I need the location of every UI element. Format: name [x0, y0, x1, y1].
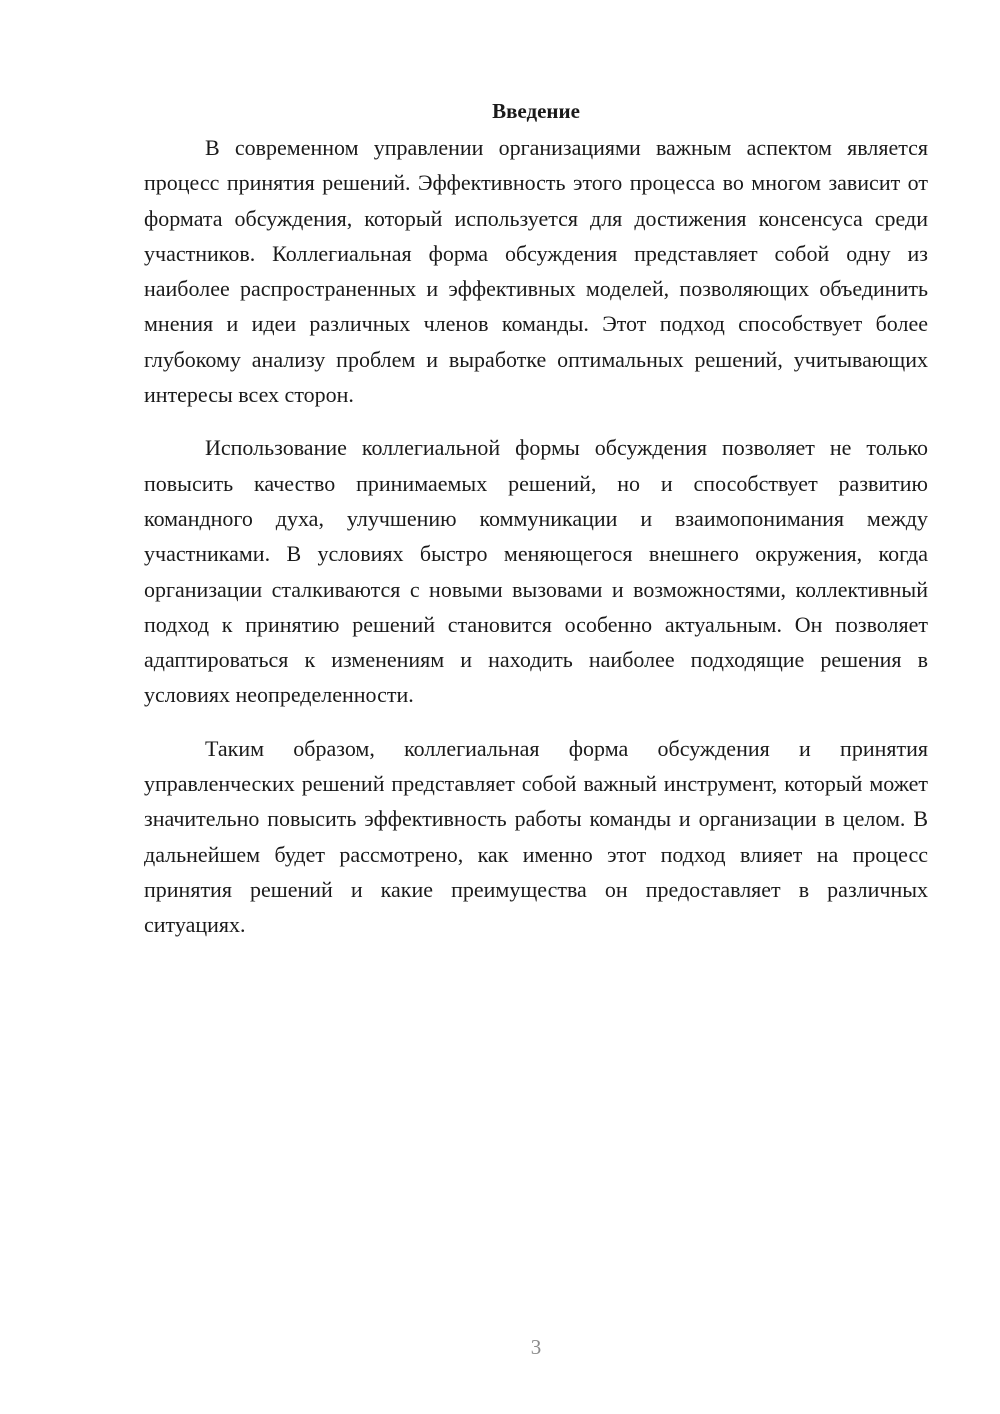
page-content — [144, 94, 928, 943]
page-number: 3 — [530, 1335, 542, 1359]
paragraph-1: В современном управлении организациями важным аспектом является процесс принятия решений. Эффективность этого процесса во многом зависит от формата обсуждения, который используется для достижения консенсуса среди участников. Коллегиальная форма обсуждения представляет собой одну из наиболее распространенных и эффективных моделей, позволяющих объединить мнения и идеи различных членов команды. Этот подход способствует более глубокому анализу проблем и выработке оптимальных решений, учитывающих интересы всех сторон. — [144, 135, 928, 408]
paragraph-3: Таким образом, коллегиальная форма обсуждения и принятия управленческих решений представляет собой важный инструмент, который может значительно повысить эффективность работы команды и организации в целом. В дальнейшем будет рассмотрено, как именно этот подход влияет на процесс принятия решений и какие преимущества он предоставляет в различных ситуациях. — [144, 735, 928, 938]
paragraph-2: Использование коллегиальной формы обсуждения позволяет не только повысить качество принимаемых решений, но и способствует развитию командного духа, улучшению коммуникации и взаимопонимания между участниками. В условиях быстро меняющегося внешнего окружения, когда организации сталкиваются с новыми вызовами и возможностями, коллективный подход к принятию решений становится особенно актуальным. Он позволяет адаптироваться к изменениям и находить наиболее подходящие решения в условиях неопределенности. — [144, 435, 928, 708]
section-heading: Введение — [492, 99, 580, 123]
